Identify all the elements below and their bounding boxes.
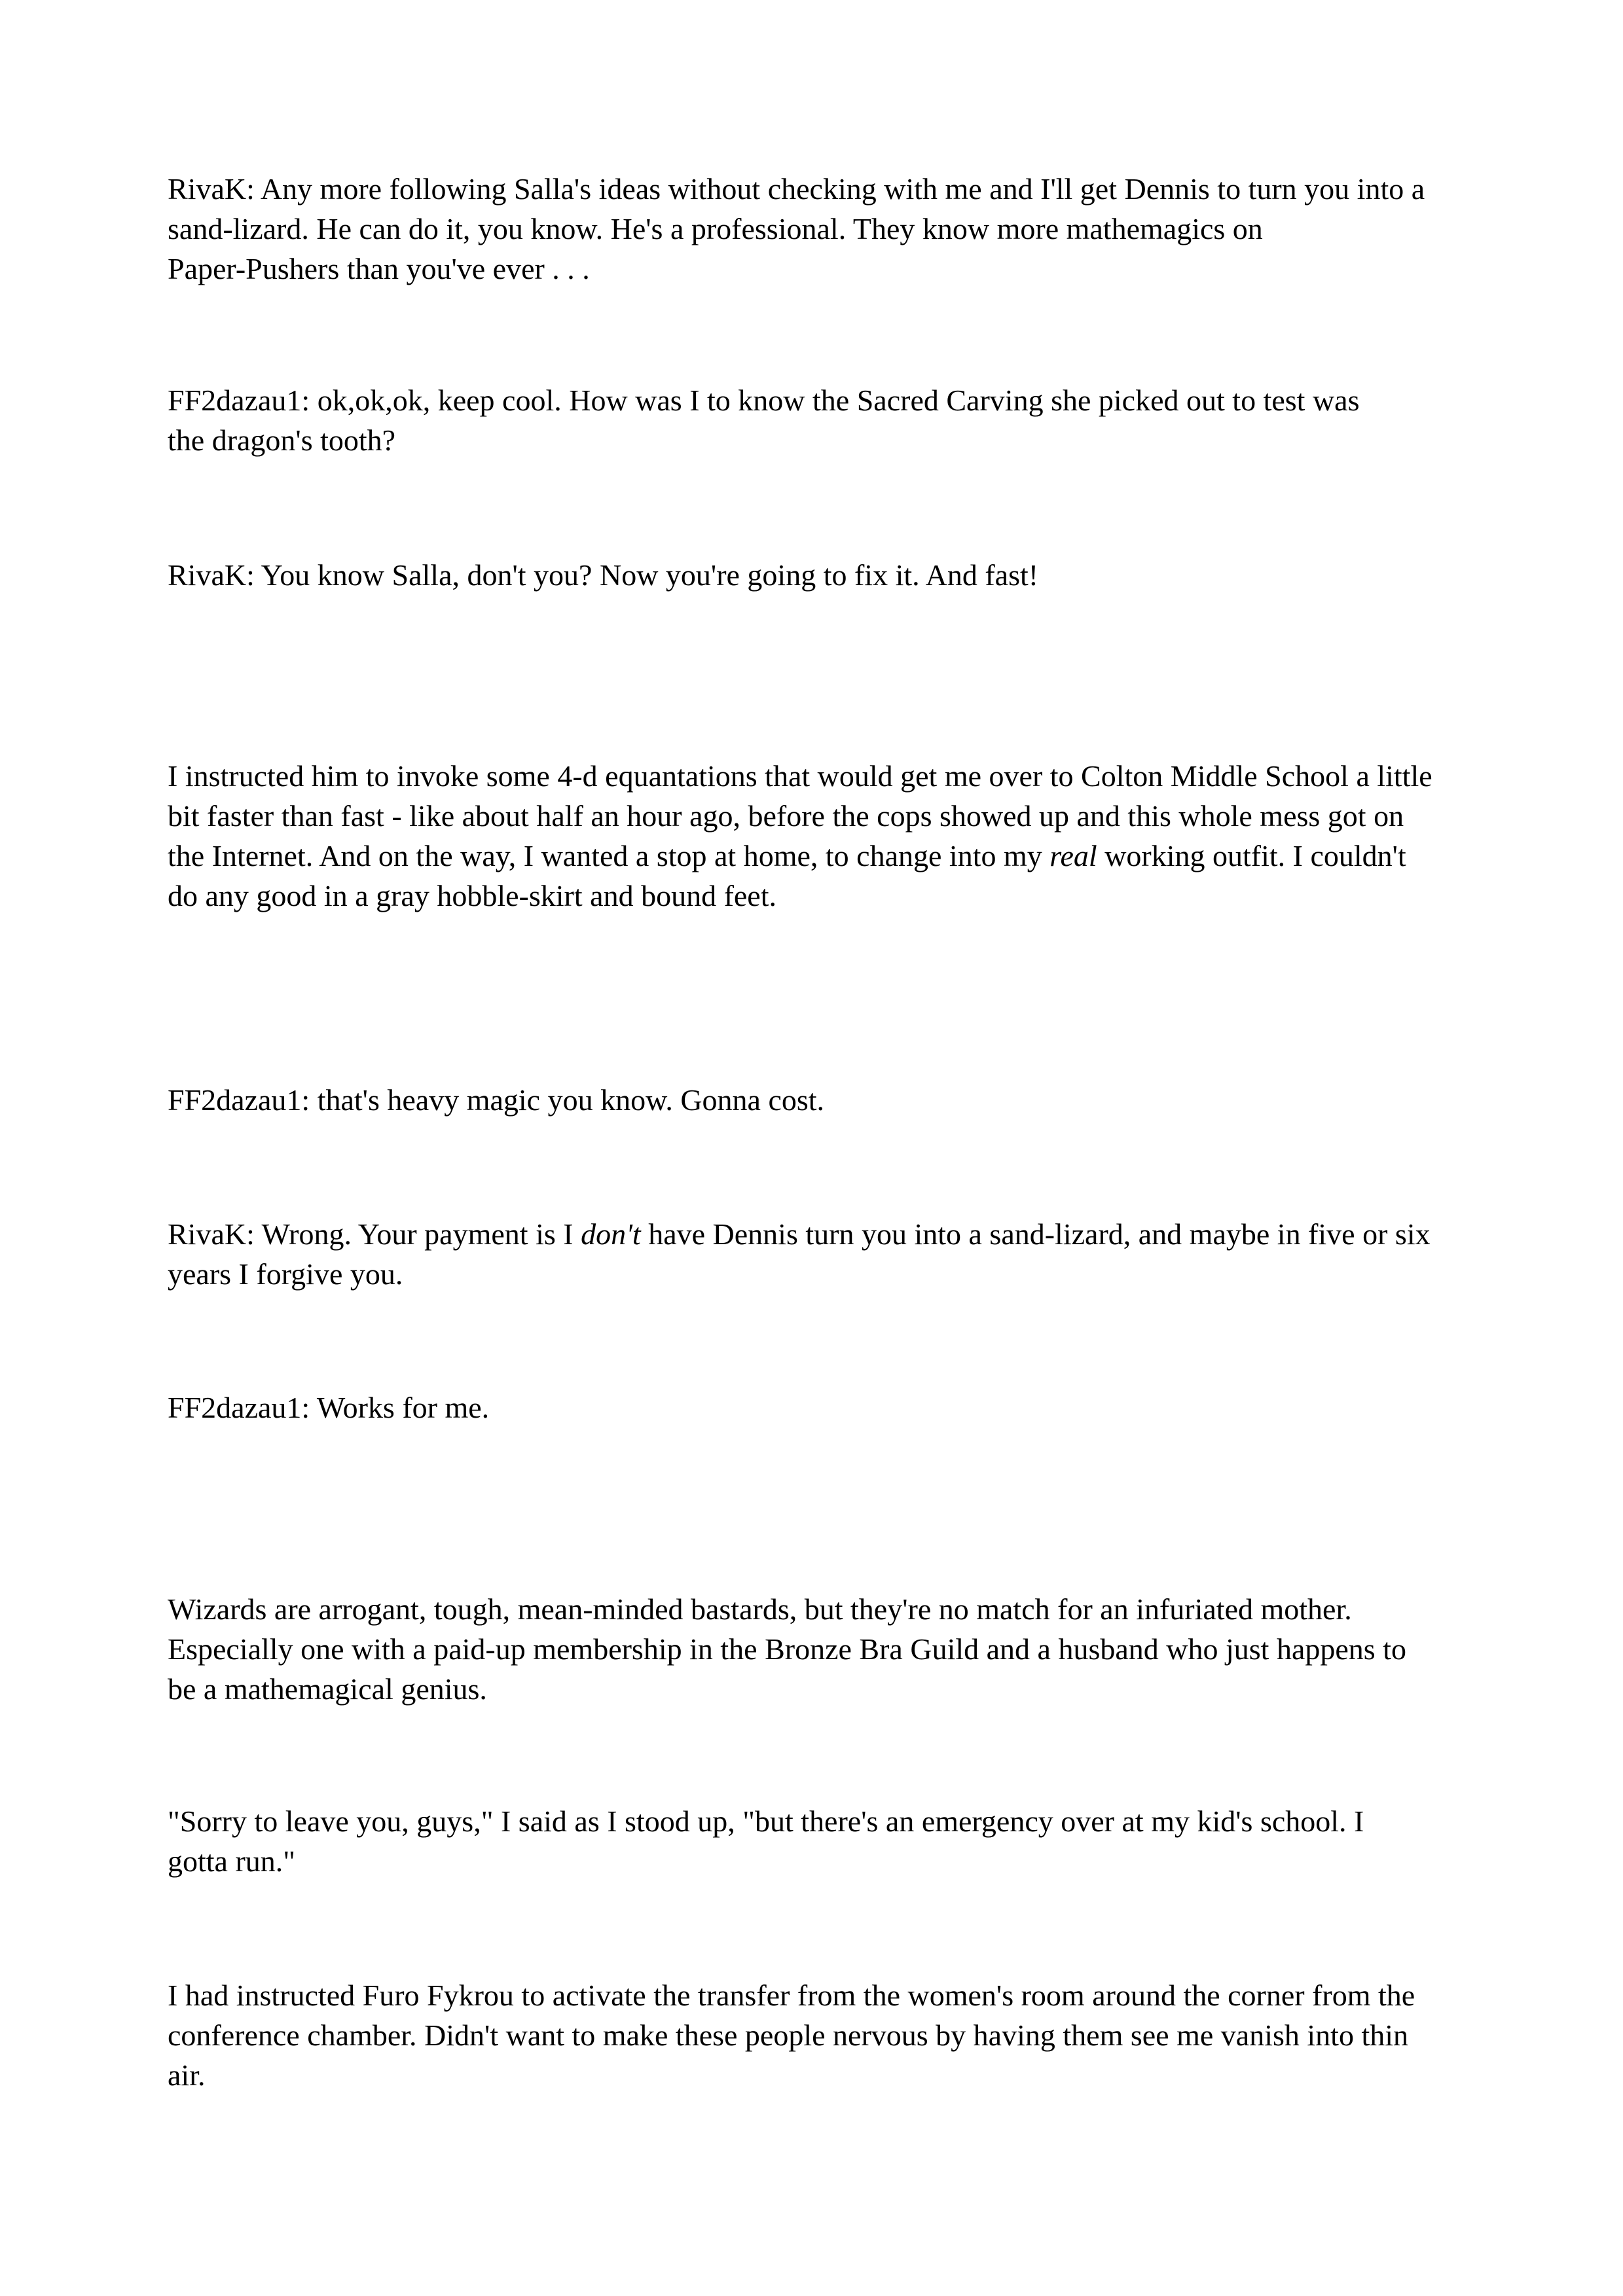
- text-line: I instructed him to invoke some 4-d equantations that would get me over to Colton Middle School a little: [168, 759, 1432, 793]
- text-line: gotta run.": [168, 1844, 296, 1878]
- text-segment: working outfit. I couldn't: [1097, 839, 1406, 872]
- paragraph-rivak-wrong: [168, 1214, 1470, 1294]
- text-line: [168, 1217, 1431, 1251]
- text-line: air.: [168, 2058, 206, 2092]
- text-line: Wizards are arrogant, tough, mean-minded bastards, but they're no match for an infuriated mother.: [168, 1592, 1352, 1626]
- paragraph-ff2dazau1-heavy-magic: [168, 1080, 1470, 1120]
- text-segment: RivaK: Wrong. Your payment is I: [168, 1217, 581, 1251]
- text-line: FF2dazau1: Works for me.: [168, 1391, 490, 1424]
- emphasis-dont: don't: [581, 1217, 641, 1251]
- text-line: conference chamber. Didn't want to make these people nervous by having them see me vanish into thin: [168, 2018, 1409, 2052]
- text-line: be a mathemagical genius.: [168, 1672, 487, 1706]
- emphasis-real: real: [1049, 839, 1097, 872]
- text-line: the dragon's tooth?: [168, 423, 396, 457]
- text-line: RivaK: You know Salla, don't you? Now you're going to fix it. And fast!: [168, 558, 1039, 592]
- paragraph-narration-transfer: [168, 1975, 1470, 2095]
- text-line: years I forgive you.: [168, 1257, 403, 1291]
- paragraph-rivak-warning: [168, 169, 1470, 289]
- text-line: RivaK: Any more following Salla's ideas without checking with me and I'll get Dennis to turn you into a: [168, 172, 1425, 206]
- text-line: FF2dazau1: that's heavy magic you know. Gonna cost.: [168, 1083, 825, 1117]
- text-line: Paper-Pushers than you've ever . . .: [168, 252, 590, 285]
- text-line: sand-lizard. He can do it, you know. He's a professional. They know more mathemagics on: [168, 212, 1263, 245]
- paragraph-ff2dazau1-works-for-me: [168, 1388, 1470, 1427]
- paragraph-narration-wizards: [168, 1589, 1470, 1709]
- text-line: Especially one with a paid-up membership in the Bronze Bra Guild and a husband who just happens to: [168, 1632, 1406, 1666]
- text-line: [168, 839, 1406, 872]
- paragraph-rivak-fix-it: [168, 555, 1470, 595]
- text-segment: the Internet. And on the way, I wanted a stop at home, to change into my: [168, 839, 1050, 872]
- text-line: bit faster than fast - like about half an hour ago, before the cops showed up and this whole mess got on: [168, 799, 1404, 833]
- paragraph-ff2dazau1-keep-cool: [168, 380, 1470, 460]
- text-segment: have Dennis turn you into a sand-lizard, and maybe in five or six: [640, 1217, 1431, 1251]
- text-line: I had instructed Furo Fykrou to activate the transfer from the women's room around the corner from the: [168, 1979, 1415, 2012]
- text-line: do any good in a gray hobble-skirt and bound feet.: [168, 879, 776, 912]
- paragraph-narration-equantations: [168, 756, 1470, 916]
- text-line: "Sorry to leave you, guys," I said as I stood up, "but there's an emergency over at my kid's school. I: [168, 1804, 1364, 1838]
- paragraph-dialogue-sorry: [168, 1801, 1470, 1881]
- text-line: FF2dazau1: ok,ok,ok, keep cool. How was I to know the Sacred Carving she picked out to test was: [168, 384, 1360, 417]
